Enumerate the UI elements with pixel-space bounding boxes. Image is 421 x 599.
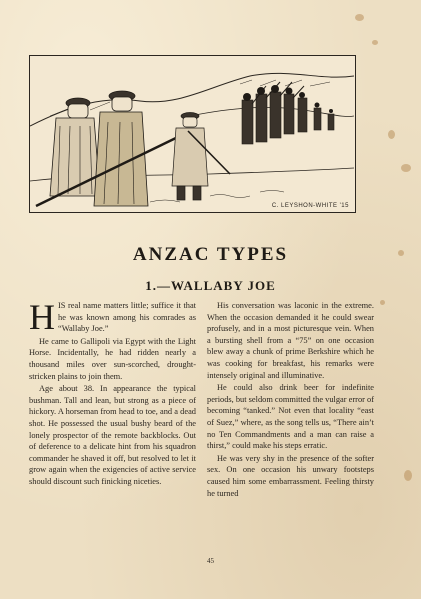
illustrator-signature: C. LEYSHON-WHITE '15 bbox=[271, 203, 349, 209]
article-subtitle: 1.—WALLABY JOE bbox=[145, 278, 276, 293]
paragraph-text: IS real name matters little; suffice it that he was known among his comrades as “Wallaby Joe.” bbox=[58, 301, 196, 334]
foxing-stain bbox=[404, 470, 412, 481]
left-column bbox=[29, 297, 196, 489]
soldiers-illustration bbox=[29, 55, 356, 213]
paragraph: He was very shy in the presence of the softer sex. On one occasion his unwary footsteps caused him some embarrassment. Feeling thirsty he turned bbox=[207, 453, 374, 498]
foxing-stain bbox=[388, 130, 395, 139]
paragraph: Age about 38. In appearance the typical bushman. Tall and lean, but strong as a piece of hickory. A horseman from head to toe, and a dead shot. He possessed the usual bushy beard of the lonely prospector of the remote backblocks. Out of deference to a delicate hint from his squadron commander he shaved it off, but resolved to let it grow again when the exigencies of active service should discount such finicking niceties. bbox=[29, 384, 196, 486]
paragraph: He came to Gallipoli via Egypt with the Light Horse. Incidentally, he had ridden nearly a thousand miles over sun-scorched, drought-stricken plains to join them. bbox=[29, 336, 196, 381]
foxing-stain bbox=[401, 164, 411, 172]
illustration-drawing bbox=[30, 56, 354, 211]
foxing-stain bbox=[380, 300, 385, 305]
drop-cap: H bbox=[29, 297, 55, 337]
paragraph bbox=[29, 297, 196, 337]
paragraph: His conversation was laconic in the extreme. When the occasion demanded it he could swear profusely, and in a most picturesque vein. When a bursting shell from a “75” on one occasion blew away a chunk of prime Berkshire which he was cooking for breakfast, his remarks were intensely original and illuminative. bbox=[207, 301, 374, 380]
foxing-stain bbox=[372, 40, 378, 45]
page-number: 45 bbox=[207, 557, 214, 565]
foxing-stain bbox=[355, 14, 364, 21]
page-title: ANZAC TYPES bbox=[132, 244, 289, 265]
paragraph: He could also drink beer for indefinite periods, but seldom committed the vulgar error of becoming “tanked.” Not even that locality “east of Suez,” where, as the song tells us, “There ain’t no Ten Commandments and a man can raise a thirst,” could make his steps erratic. bbox=[207, 383, 374, 451]
right-column bbox=[207, 300, 374, 500]
